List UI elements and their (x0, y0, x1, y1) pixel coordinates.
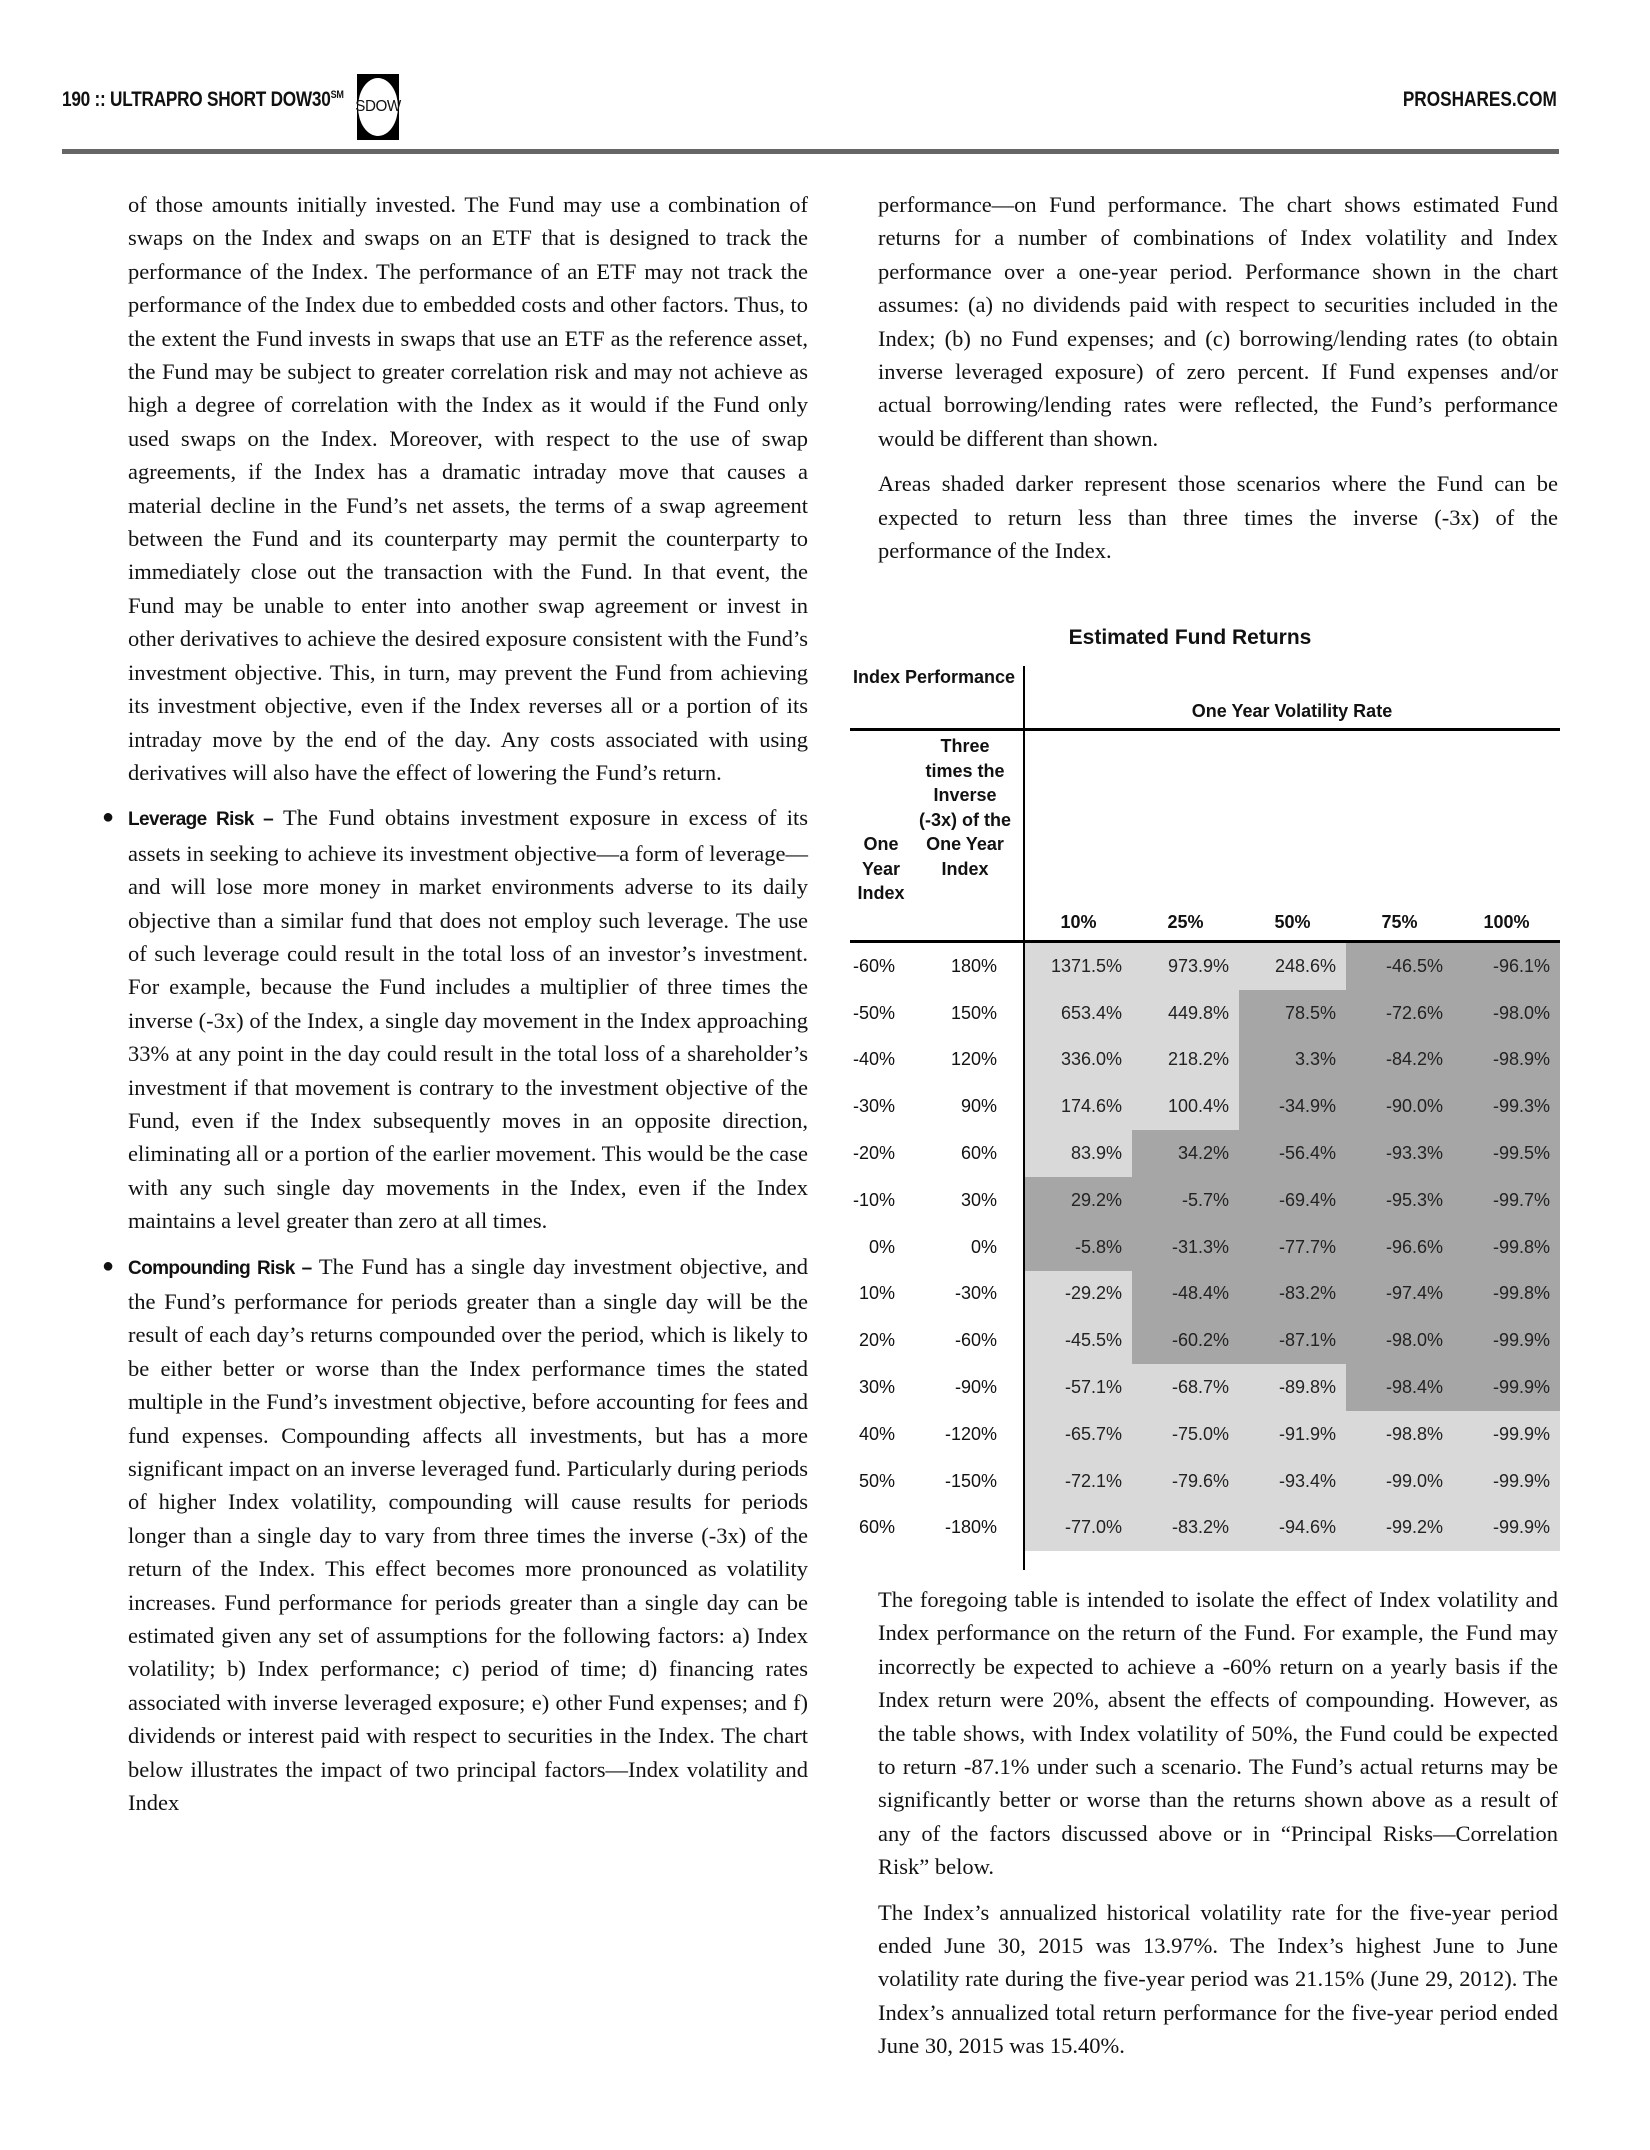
inverse-return-cell: -120% (944, 1423, 997, 1444)
service-mark: SM (330, 89, 344, 101)
fund-return-cell: -99.9% (1453, 1505, 1560, 1552)
fund-return-cell: -98.0% (1453, 990, 1560, 1037)
fund-return-cell: -72.6% (1346, 990, 1453, 1037)
fund-return-cell: -56.4% (1239, 1130, 1346, 1177)
fund-return-cell: -57.1% (1025, 1364, 1132, 1411)
fund-return-cell: -83.2% (1239, 1271, 1346, 1318)
body-paragraph: The foregoing table is intended to isolate the effect of Index volatility and Index performance on the return of the Fund. For example, the Fund may incorrectly be expected to achieve a -60% return on a yearly basis if the Index return were 20%, absent the effects of compounding. However, as the table shows, with Index volatility of 50%, the Fund could be expected to return -87.1% under such a scenario. The Fund’s actual returns may be significantly better or worse than the returns shown above as a result of any of the factors discussed above or in “Principal Risks—Correlation Risk” below. (878, 1587, 1558, 1880)
fund-return-cell: -99.9% (1453, 1317, 1560, 1364)
vol-header-10: 10% (1060, 912, 1097, 932)
fund-return-cell: -99.9% (1453, 1458, 1560, 1505)
right-column-lower (878, 1583, 1558, 2075)
index-return-cell: -40% (852, 1049, 895, 1070)
table-row (820, 1271, 1560, 1318)
fund-return-cell: 973.9% (1132, 943, 1239, 990)
inverse-index-header: Three times the Inverse (-3x) of the One Year Index (919, 736, 1011, 879)
fund-return-cell: -99.7% (1453, 1177, 1560, 1224)
inverse-return-cell: -30% (954, 1283, 997, 1304)
fund-return-cell: -96.6% (1346, 1224, 1453, 1271)
body-paragraph: Areas shaded darker represent those scenarios where the Fund can be expected to return less than three times the inverse (-3x) of the performance of the Index. (878, 471, 1558, 564)
inverse-return-cell: 0% (970, 1236, 997, 1257)
fund-return-cell: -93.4% (1239, 1458, 1346, 1505)
index-return-cell: 60% (858, 1517, 895, 1538)
fund-return-cell: -69.4% (1239, 1177, 1346, 1224)
inverse-return-cell: -150% (944, 1470, 997, 1491)
body-paragraph: The Index’s annualized historical volatility rate for the five-year period ended June 30, 2015 was 13.97%. The Index’s highest June to June volatility rate during the five-year period was 21.15% (June 29, 2012). The Index’s annualized total return performance for the five-year period ended June 30, 2015 was 15.40%. (878, 1899, 1558, 2059)
inverse-return-cell: -60% (954, 1330, 997, 1351)
fund-return-cell: 100.4% (1132, 1083, 1239, 1130)
table-row (820, 1458, 1560, 1505)
inverse-return-cell: 150% (950, 1002, 997, 1023)
table-row (820, 990, 1560, 1037)
bullet-heading: Leverage Risk – (128, 809, 274, 831)
body-paragraph: of those amounts initially invested. The Fund may use a combination of swaps on the Index and swaps on an ETF that is designed to track the performance of the Index. The performance of an ETF may not track the performance of the Index due to embedded costs and other factors. Thus, to the extent the Fund invests in swaps that use an ETF as the reference asset, the Fund may be subject to greater correlation risk and may not achieve as high a degree of correlation with the Index as it would if the Fund only used swaps on the Index. Moreover, with respect to the use of swap agreements, if the Index has a dramatic intraday move that causes a material decline in the Fund’s net assets, the terms of a swap agreement between the Fund and its counterparty may permit the counterparty to immediately close out the transaction with the Fund. In that event, the Fund may be unable to enter into another swap agreement or invest in other derivatives to achieve the desired exposure consistent with the Fund’s investment objective. This, in turn, may prevent the Fund from achieving its investment objective, even if the Index reverses all or a portion of its intraday move by the end of the day. Any costs associated with using derivatives will also have the effect of lowering the Fund’s return. (128, 192, 808, 785)
fund-return-cell: 174.6% (1025, 1083, 1132, 1130)
site-name: PROSHARES.COM (1402, 88, 1557, 111)
vol-header-50: 50% (1274, 912, 1311, 932)
fund-return-cell: -94.6% (1239, 1505, 1346, 1552)
table-row (820, 1411, 1560, 1458)
table-group-headers (820, 666, 1560, 728)
fund-return-cell: -77.7% (1239, 1224, 1346, 1271)
index-return-cell: 10% (858, 1283, 895, 1304)
bullet-text: The Fund obtains investment exposure in excess of its assets in seeking to achieve its investment objective—a form of leverage—and will lose more money in market environments adverse to its daily objective than a similar fund that does not employ such leverage. The use of such leverage could result in the total loss of an investor’s investment. For example, because the Fund includes a multiplier of three times the inverse (-3x) of the Index, a single day movement in the Index approaching 33% at any point in the day could result in the total loss of a shareholder’s investment if that movement is contrary to the investment objective of the Fund, even if the Index subsequently moves in an opposite direction, eliminating all or a portion of the earlier movement. This would be the case with any such single day movements in the Index, even if the Index maintains a level greater than zero at all times. (128, 805, 808, 1234)
body-paragraph: performance—on Fund performance. The chart shows estimated Fund returns for a number of combinations of Index volatility and Index performance over a one-year period. Performance shown in the chart assumes: (a) no dividends paid with respect to securities included in the Index; (b) no Fund expenses; and (c) borrowing/lending rates (to obtain inverse leveraged exposure) of zero percent. If Fund expenses and/or actual borrowing/lending rates were reflected, the Fund’s performance would be different than shown. (878, 192, 1558, 451)
index-performance-header: Index Performance (852, 667, 1016, 687)
inverse-return-cell: 180% (950, 955, 997, 976)
fund-return-cell: -98.8% (1346, 1411, 1453, 1458)
fund-return-cell: -93.3% (1346, 1130, 1453, 1177)
table-row (820, 1505, 1560, 1552)
table-row (820, 1364, 1560, 1411)
table-row (820, 1037, 1560, 1084)
inverse-return-cell: -180% (944, 1517, 997, 1538)
right-column (878, 188, 1558, 579)
header-left (62, 88, 405, 112)
fund-return-cell: -95.3% (1346, 1177, 1453, 1224)
table-row (820, 1130, 1560, 1177)
vol-header-100: 100% (1483, 912, 1530, 932)
fund-return-cell: -89.8% (1239, 1364, 1346, 1411)
fund-return-cell: 218.2% (1132, 1037, 1239, 1084)
fund-return-cell: -31.3% (1132, 1224, 1239, 1271)
fund-return-cell: -72.1% (1025, 1458, 1132, 1505)
ticker-label: SDOW (355, 98, 401, 115)
volatility-column-headers (1025, 912, 1560, 933)
bullet-text: The Fund has a single day investment objective, and the Fund’s performance for periods greater than a single day will be the result of each day’s returns compounded over the period, which is likely to be either better or worse than the Index performance times the stated multiple in the Fund’s investment objective, before accounting for fees and fund expenses. Compounding affects all investments, but has a more significant impact on an inverse leveraged fund. Particularly during periods of higher Index volatility, compounding will cause results for periods longer than a single day to vary from three times the inverse (-3x) of the return of the Index. This effect becomes more pronounced as volatility increases. Fund performance for periods greater than a single day can be estimated given any set of assumptions for the following factors: a) Index volatility; b) Index performance; c) period of time; d) financing rates associated with inverse leveraged exposure; e) other Fund expenses; and f) dividends or interest paid with respect to securities in the Index. The chart below illustrates the impact of two principal factors—Index volatility and Index (128, 1253, 808, 1816)
fund-return-cell: -99.8% (1453, 1271, 1560, 1318)
bullet-icon: ● (102, 1254, 115, 1277)
ticker-oval-icon (355, 78, 401, 136)
fund-return-cell: -79.6% (1132, 1458, 1239, 1505)
fund-return-cell: -99.9% (1453, 1364, 1560, 1411)
fund-return-cell: 3.3% (1239, 1037, 1346, 1084)
inverse-return-cell: 120% (950, 1049, 997, 1070)
table-row (820, 1177, 1560, 1224)
table-row (820, 1083, 1560, 1130)
fund-return-cell: -98.4% (1346, 1364, 1453, 1411)
inverse-return-cell: 60% (960, 1143, 997, 1164)
risk-bullet-compounding (102, 1250, 808, 1820)
table-row (820, 1317, 1560, 1364)
fund-return-cell: 83.9% (1025, 1130, 1132, 1177)
fund-return-cell: -99.9% (1453, 1411, 1560, 1458)
bullet-icon: ● (102, 806, 115, 829)
fund-return-cell: -68.7% (1132, 1364, 1239, 1411)
one-year-index-header: One Year Index (857, 834, 905, 904)
risk-bullet-leverage (102, 801, 808, 1237)
fund-return-cell: -99.0% (1346, 1458, 1453, 1505)
fund-return-cell: -34.9% (1239, 1083, 1346, 1130)
table-row (820, 943, 1560, 990)
fund-return-cell: 34.2% (1132, 1130, 1239, 1177)
index-return-cell: -30% (852, 1096, 895, 1117)
index-return-cell: 50% (858, 1470, 895, 1491)
fund-return-cell: -98.9% (1453, 1037, 1560, 1084)
fund-return-cell: -5.8% (1025, 1224, 1132, 1271)
vol-header-25: 25% (1167, 912, 1204, 932)
fund-return-cell: 29.2% (1025, 1177, 1132, 1224)
fund-return-cell: -98.0% (1346, 1317, 1453, 1364)
fund-return-cell: -83.2% (1132, 1505, 1239, 1552)
fund-return-cell: -60.2% (1132, 1317, 1239, 1364)
fund-return-cell: -46.5% (1346, 943, 1453, 990)
fund-return-cell: -99.5% (1453, 1130, 1560, 1177)
fund-return-cell: -96.1% (1453, 943, 1560, 990)
fund-return-cell: -75.0% (1132, 1411, 1239, 1458)
fund-return-cell: -97.4% (1346, 1271, 1453, 1318)
index-return-cell: 40% (858, 1423, 895, 1444)
table-title: Estimated Fund Returns (1068, 626, 1312, 649)
index-return-cell: 20% (858, 1330, 895, 1351)
fund-return-cell: -65.7% (1025, 1411, 1132, 1458)
fund-return-cell: -84.2% (1346, 1037, 1453, 1084)
fund-return-cell: -48.4% (1132, 1271, 1239, 1318)
fund-return-cell: -87.1% (1239, 1317, 1346, 1364)
fund-return-cell: -29.2% (1025, 1271, 1132, 1318)
ticker-badge (357, 74, 399, 140)
fund-return-cell: -90.0% (1346, 1083, 1453, 1130)
index-return-cell: -60% (852, 955, 895, 976)
fund-return-cell: 1371.5% (1025, 943, 1132, 990)
index-return-cell: 0% (868, 1236, 895, 1257)
inverse-return-cell: 90% (960, 1096, 997, 1117)
volatility-rate-header: One Year Volatility Rate (1191, 701, 1393, 721)
inverse-return-cell: -90% (954, 1377, 997, 1398)
page-header (62, 88, 1557, 148)
table-rule-top (850, 728, 1560, 731)
fund-return-cell: -99.2% (1346, 1505, 1453, 1552)
left-column (102, 188, 808, 1832)
index-return-cell: 30% (858, 1377, 895, 1398)
bullet-heading: Compounding Risk – (128, 1257, 312, 1279)
page-title: 190 :: ULTRAPRO SHORT DOW30℠ (62, 88, 344, 111)
fund-return-cell: -5.7% (1132, 1177, 1239, 1224)
fund-return-cell: -91.9% (1239, 1411, 1346, 1458)
fund-return-cell: -99.8% (1453, 1224, 1560, 1271)
index-return-cell: -10% (852, 1189, 895, 1210)
fund-return-cell: 78.5% (1239, 990, 1346, 1037)
vol-header-75: 75% (1381, 912, 1418, 932)
fund-return-cell: -99.3% (1453, 1083, 1560, 1130)
index-return-cell: -20% (852, 1143, 895, 1164)
table-body (820, 943, 1560, 1551)
table-row (820, 1224, 1560, 1271)
fund-return-cell: 449.8% (1132, 990, 1239, 1037)
index-return-cell: -50% (852, 1002, 895, 1023)
header-divider (62, 149, 1559, 154)
inverse-return-cell: 30% (960, 1189, 997, 1210)
fund-return-cell: 653.4% (1025, 990, 1132, 1037)
fund-return-cell: 336.0% (1025, 1037, 1132, 1084)
fund-return-cell: 248.6% (1239, 943, 1346, 990)
fund-return-cell: -45.5% (1025, 1317, 1132, 1364)
fund-return-cell: -77.0% (1025, 1505, 1132, 1552)
